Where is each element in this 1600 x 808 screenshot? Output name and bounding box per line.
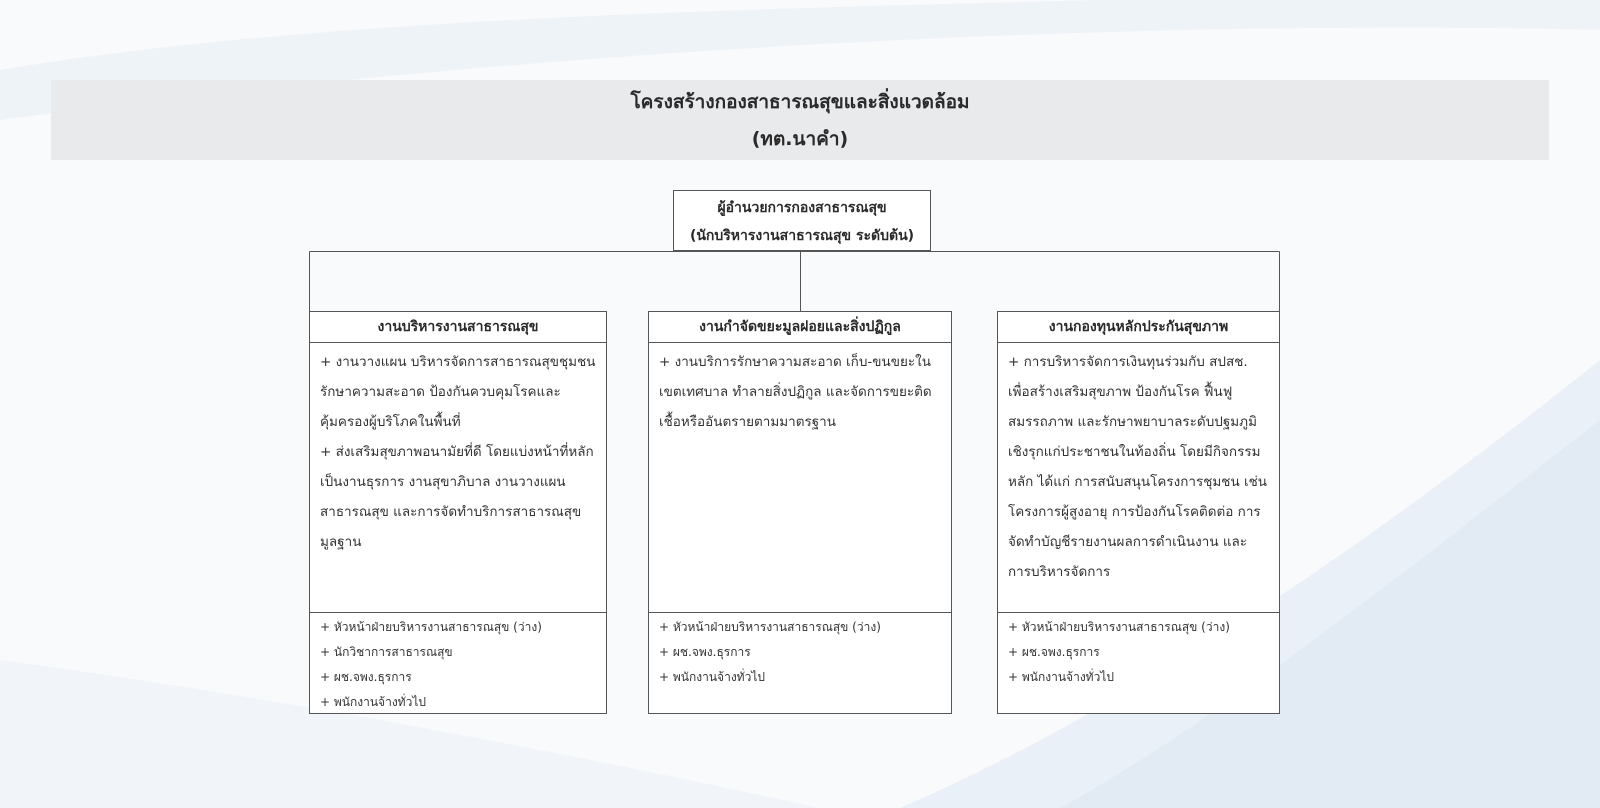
section-staff-list: [649, 613, 951, 690]
section-staff-list: [998, 613, 1279, 690]
section-public-health-admin: [309, 311, 607, 714]
duty-item: + งานวางแผน บริหารจัดการสาธารณสุขชุมชน รักษาความสะอาด ป้องกันควบคุมโรคและคุ้มครองผู้บริโภคในพื้นที่: [320, 354, 596, 430]
staff-item: + พนักงานจ้างทั่วไป: [320, 695, 426, 709]
section-waste-disposal: [648, 311, 952, 714]
section-duties: [649, 343, 951, 613]
staff-item: + ผช.จพง.ธุรการ: [659, 645, 751, 659]
staff-item: + ผช.จพง.ธุรการ: [1008, 645, 1100, 659]
director-title: ผู้อำนวยการกองสาธารณสุข: [717, 200, 887, 216]
staff-item: + หัวหน้าฝ่ายบริหารงานสาธารณสุข (ว่าง): [320, 620, 542, 634]
staff-item: + หัวหน้าฝ่ายบริหารงานสาธารณสุข (ว่าง): [659, 620, 881, 634]
section-title: งานกำจัดขยะมูลฝอยและสิ่งปฏิกูล: [649, 312, 951, 343]
staff-item: + หัวหน้าฝ่ายบริหารงานสาธารณสุข (ว่าง): [1008, 620, 1230, 634]
section-health-insurance-fund: [997, 311, 1280, 714]
section-duties: [998, 343, 1279, 613]
duty-item: + งานบริการรักษาความสะอาด เก็บ-ขนขยะในเขตเทศบาล ทำลายสิ่งปฏิกูล และจัดการขยะติดเชื้อหรืออันตรายตามมาตรฐาน: [659, 354, 932, 430]
section-duties: [310, 343, 606, 613]
staff-item: + นักวิชาการสาธารณสุข: [320, 645, 453, 659]
section-title: งานบริหารงานสาธารณสุข: [310, 312, 606, 343]
director-position: (นักบริหารงานสาธารณสุข ระดับต้น): [689, 228, 915, 244]
section-title: งานกองทุนหลักประกันสุขภาพ: [998, 312, 1279, 343]
duty-item: + ส่งเสริมสุขภาพอนามัยที่ดี โดยแบ่งหน้าที่หลักเป็นงานธุรการ งานสุขาภิบาล งานวางแผนสาธารณสุข และการจัดทำบริการสาธารณสุขมูลฐาน: [320, 444, 594, 550]
section-staff-list: [310, 613, 606, 715]
staff-item: + พนักงานจ้างทั่วไป: [659, 670, 765, 684]
page-title: โครงสร้างกองสาธารณสุขและสิ่งแวดล้อม: [630, 91, 970, 113]
staff-item: + ผช.จพง.ธุรการ: [320, 670, 412, 684]
staff-item: + พนักงานจ้างทั่วไป: [1008, 670, 1114, 684]
duty-item: + การบริหารจัดการเงินทุนร่วมกับ สปสช. เพื่อสร้างเสริมสุขภาพ ป้องกันโรค ฟื้นฟูสมรรถภาพ และรักษาพยาบาลระดับปฐมภูมิเชิงรุกแก่ประชาชนในท้องถิ่น โดยมีกิจกรรมหลัก ได้แก่ การสนับสนุนโครงการชุมชน เช่น โครงการผู้สูงอายุ การป้องกันโรคติดต่อ การจัดทำบัญชีรายงานผลการดำเนินงาน และการบริหารจัดการ: [1008, 354, 1267, 580]
director-box: [673, 190, 931, 251]
page-subtitle: (ทต.นาคำ): [751, 128, 849, 150]
